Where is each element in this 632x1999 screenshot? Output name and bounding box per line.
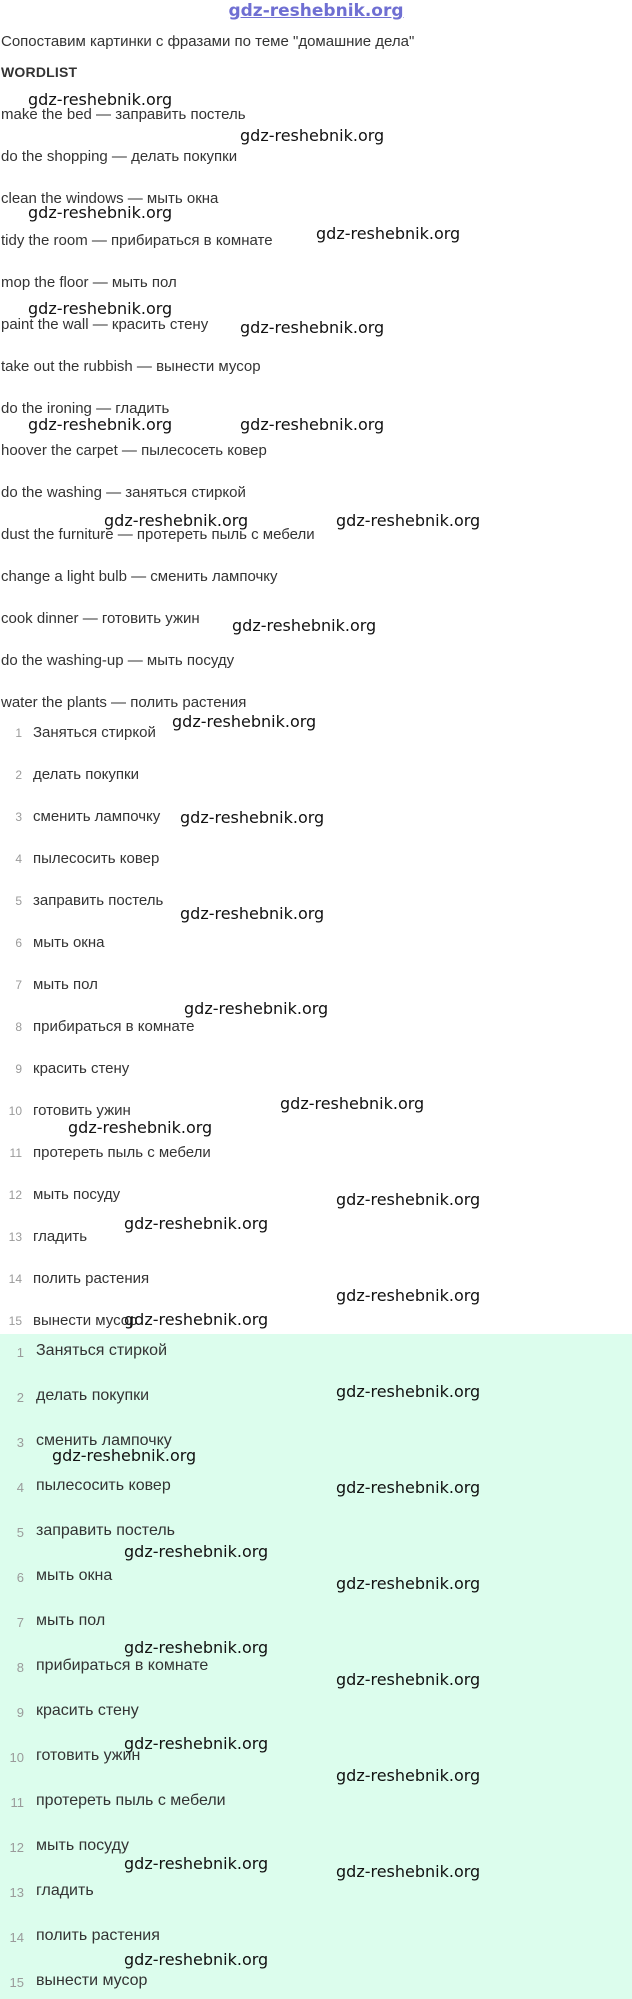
answer-item-text: протереть пыль с мебели (36, 1792, 226, 1809)
answer-item-text: полить растения (36, 1927, 160, 1944)
list-item-number: 8 (15, 1020, 22, 1034)
answer-item-number: 15 (9, 1975, 24, 1990)
answer-item-text: мыть посуду (36, 1837, 129, 1854)
list-item-text: заправить постель (33, 892, 164, 909)
watermark-text: gdz-reshebnik.org (124, 1542, 269, 1561)
watermark-text: gdz-reshebnik.org (336, 1766, 481, 1785)
watermark-text: gdz-reshebnik.org (124, 1638, 269, 1657)
watermark-text: gdz-reshebnik.org (232, 616, 377, 635)
watermark-text: gdz-reshebnik.org (240, 318, 385, 337)
watermark-text: gdz-reshebnik.org (240, 415, 385, 434)
answer-item-text: заправить постель (36, 1522, 175, 1539)
answer-item-text: пылесосить ковер (36, 1477, 171, 1494)
watermark-text: gdz-reshebnik.org (336, 1286, 481, 1305)
answer-item-number: 13 (9, 1885, 24, 1900)
answer-item-text: прибираться в комнате (36, 1657, 209, 1674)
list-item-number: 6 (15, 936, 22, 950)
wordlist-item: do the ironing — гладить (1, 400, 170, 417)
wordlist-item: clean the windows — мыть окна (1, 190, 219, 207)
list-item-number: 7 (15, 978, 22, 992)
answer-item-text: красить стену (36, 1702, 139, 1719)
list-item-text: протереть пыль с мебели (33, 1144, 211, 1161)
watermark-text: gdz-reshebnik.org (336, 511, 481, 530)
list-item-number: 14 (8, 1272, 22, 1286)
watermark-text: gdz-reshebnik.org (184, 999, 329, 1018)
list-item-number: 11 (9, 1146, 22, 1160)
watermark-text: gdz-reshebnik.org (280, 1094, 425, 1113)
watermark-text: gdz-reshebnik.org (68, 1118, 213, 1137)
wordlist-title: WORDLIST (1, 64, 78, 80)
list-item-text: делать покупки (33, 766, 139, 783)
list-item-text: мыть посуду (33, 1186, 121, 1203)
list-item-number: 3 (15, 810, 22, 824)
wordlist-item: do the washing — заняться стиркой (1, 484, 246, 501)
answer-item-text: мыть окна (36, 1567, 113, 1584)
answer-item-number: 12 (9, 1840, 24, 1855)
watermark-text: gdz-reshebnik.org (180, 808, 325, 827)
answer-item-text: Заняться стиркой (36, 1342, 168, 1359)
wordlist-item: hoover the carpet — пылесосеть ковер (1, 442, 267, 459)
watermark-text: gdz-reshebnik.org (240, 126, 385, 145)
list-item-text: готовить ужин (33, 1102, 131, 1119)
answer-item-text: мыть пол (36, 1612, 106, 1629)
watermark-text: gdz-reshebnik.org (28, 90, 173, 109)
answer-item-number: 9 (16, 1705, 24, 1720)
answer-item-number: 2 (16, 1390, 24, 1405)
watermark-text: gdz-reshebnik.org (124, 1214, 269, 1233)
list-item-text: гладить (33, 1228, 88, 1245)
watermark-text: gdz-reshebnik.org (52, 1446, 197, 1465)
list-item-number: 10 (8, 1104, 22, 1118)
list-item-number: 1 (15, 726, 22, 740)
wordlist-item: do the washing-up — мыть посуду (1, 652, 235, 669)
answer-item-text: вынести мусор (36, 1972, 148, 1989)
list-item-text: сменить лампочку (33, 808, 161, 825)
list-item-text: Заняться стиркой (33, 724, 156, 741)
wordlist-item: cook dinner — готовить ужин (1, 610, 200, 627)
answer-item-number: 8 (16, 1660, 24, 1675)
answer-item-number: 10 (9, 1750, 24, 1765)
watermark-text: gdz-reshebnik.org (124, 1854, 269, 1873)
wordlist-item: do the shopping — делать покупки (1, 148, 238, 165)
watermark-text: gdz-reshebnik.org (172, 712, 317, 731)
site-link[interactable]: gdz-reshebnik.org (228, 1, 404, 21)
list-item-number: 2 (15, 768, 22, 782)
list-item-text: мыть пол (33, 976, 98, 993)
list-item-text: красить стену (33, 1060, 130, 1077)
watermark-text: gdz-reshebnik.org (28, 203, 173, 222)
answer-item-text: сменить лампочку (36, 1432, 172, 1449)
answer-item-text: делать покупки (36, 1387, 150, 1404)
watermark-text: gdz-reshebnik.org (316, 224, 461, 243)
list-item-text: прибираться в комнате (33, 1018, 195, 1035)
answer-item-number: 1 (16, 1345, 24, 1360)
watermark-text: gdz-reshebnik.org (336, 1190, 481, 1209)
list-item-text: полить растения (33, 1270, 150, 1287)
list-item-number: 12 (8, 1188, 22, 1202)
page-heading: Сопоставим картинки с фразами по теме "домашние дела" (1, 33, 415, 50)
answer-item-number: 4 (16, 1480, 24, 1495)
wordlist-item: change a light bulb — сменить лампочку (1, 568, 278, 585)
answer-item-number: 6 (16, 1570, 24, 1585)
wordlist-item: paint the wall — красить стену (1, 316, 209, 333)
answer-item-number: 7 (16, 1615, 24, 1630)
answer-item-text: готовить ужин (36, 1747, 141, 1764)
list-item-number: 4 (15, 852, 22, 866)
list-item-number: 13 (8, 1230, 22, 1244)
list-item-number: 5 (15, 894, 22, 908)
list-item-number: 9 (15, 1062, 22, 1076)
list-item-text: вынести мусор (33, 1312, 138, 1329)
watermark-text: gdz-reshebnik.org (180, 904, 325, 923)
wordlist-item: water the plants — полить растения (1, 694, 247, 711)
watermark-text: gdz-reshebnik.org (336, 1574, 481, 1593)
wordlist-item: dust the furniture — протереть пыль с мебели (1, 526, 315, 543)
answer-item-number: 14 (9, 1930, 24, 1945)
answer-item-text: гладить (36, 1882, 94, 1899)
list-item-text: мыть окна (33, 934, 105, 951)
list-item-text: пылесосить ковер (33, 850, 160, 867)
watermark-text: gdz-reshebnik.org (336, 1478, 481, 1497)
list-item-number: 15 (8, 1314, 22, 1328)
watermark-text: gdz-reshebnik.org (124, 1310, 269, 1329)
wordlist-item: make the bed — заправить постель (1, 106, 246, 123)
watermark-text: gdz-reshebnik.org (336, 1862, 481, 1881)
watermark-text: gdz-reshebnik.org (336, 1382, 481, 1401)
watermark-text: gdz-reshebnik.org (28, 415, 173, 434)
wordlist-item: take out the rubbish — вынести мусор (1, 358, 261, 375)
watermark-text: gdz-reshebnik.org (104, 511, 249, 530)
answer-item-number: 3 (16, 1435, 24, 1450)
watermark-text: gdz-reshebnik.org (336, 1670, 481, 1689)
watermark-text: gdz-reshebnik.org (124, 1734, 269, 1753)
watermark-text: gdz-reshebnik.org (28, 299, 173, 318)
watermark-text: gdz-reshebnik.org (124, 1950, 269, 1969)
answer-item-number: 5 (16, 1525, 24, 1540)
wordlist-item: mop the floor — мыть пол (1, 274, 177, 291)
wordlist-item: tidy the room — прибираться в комнате (1, 232, 273, 249)
answer-item-number: 11 (10, 1795, 24, 1810)
